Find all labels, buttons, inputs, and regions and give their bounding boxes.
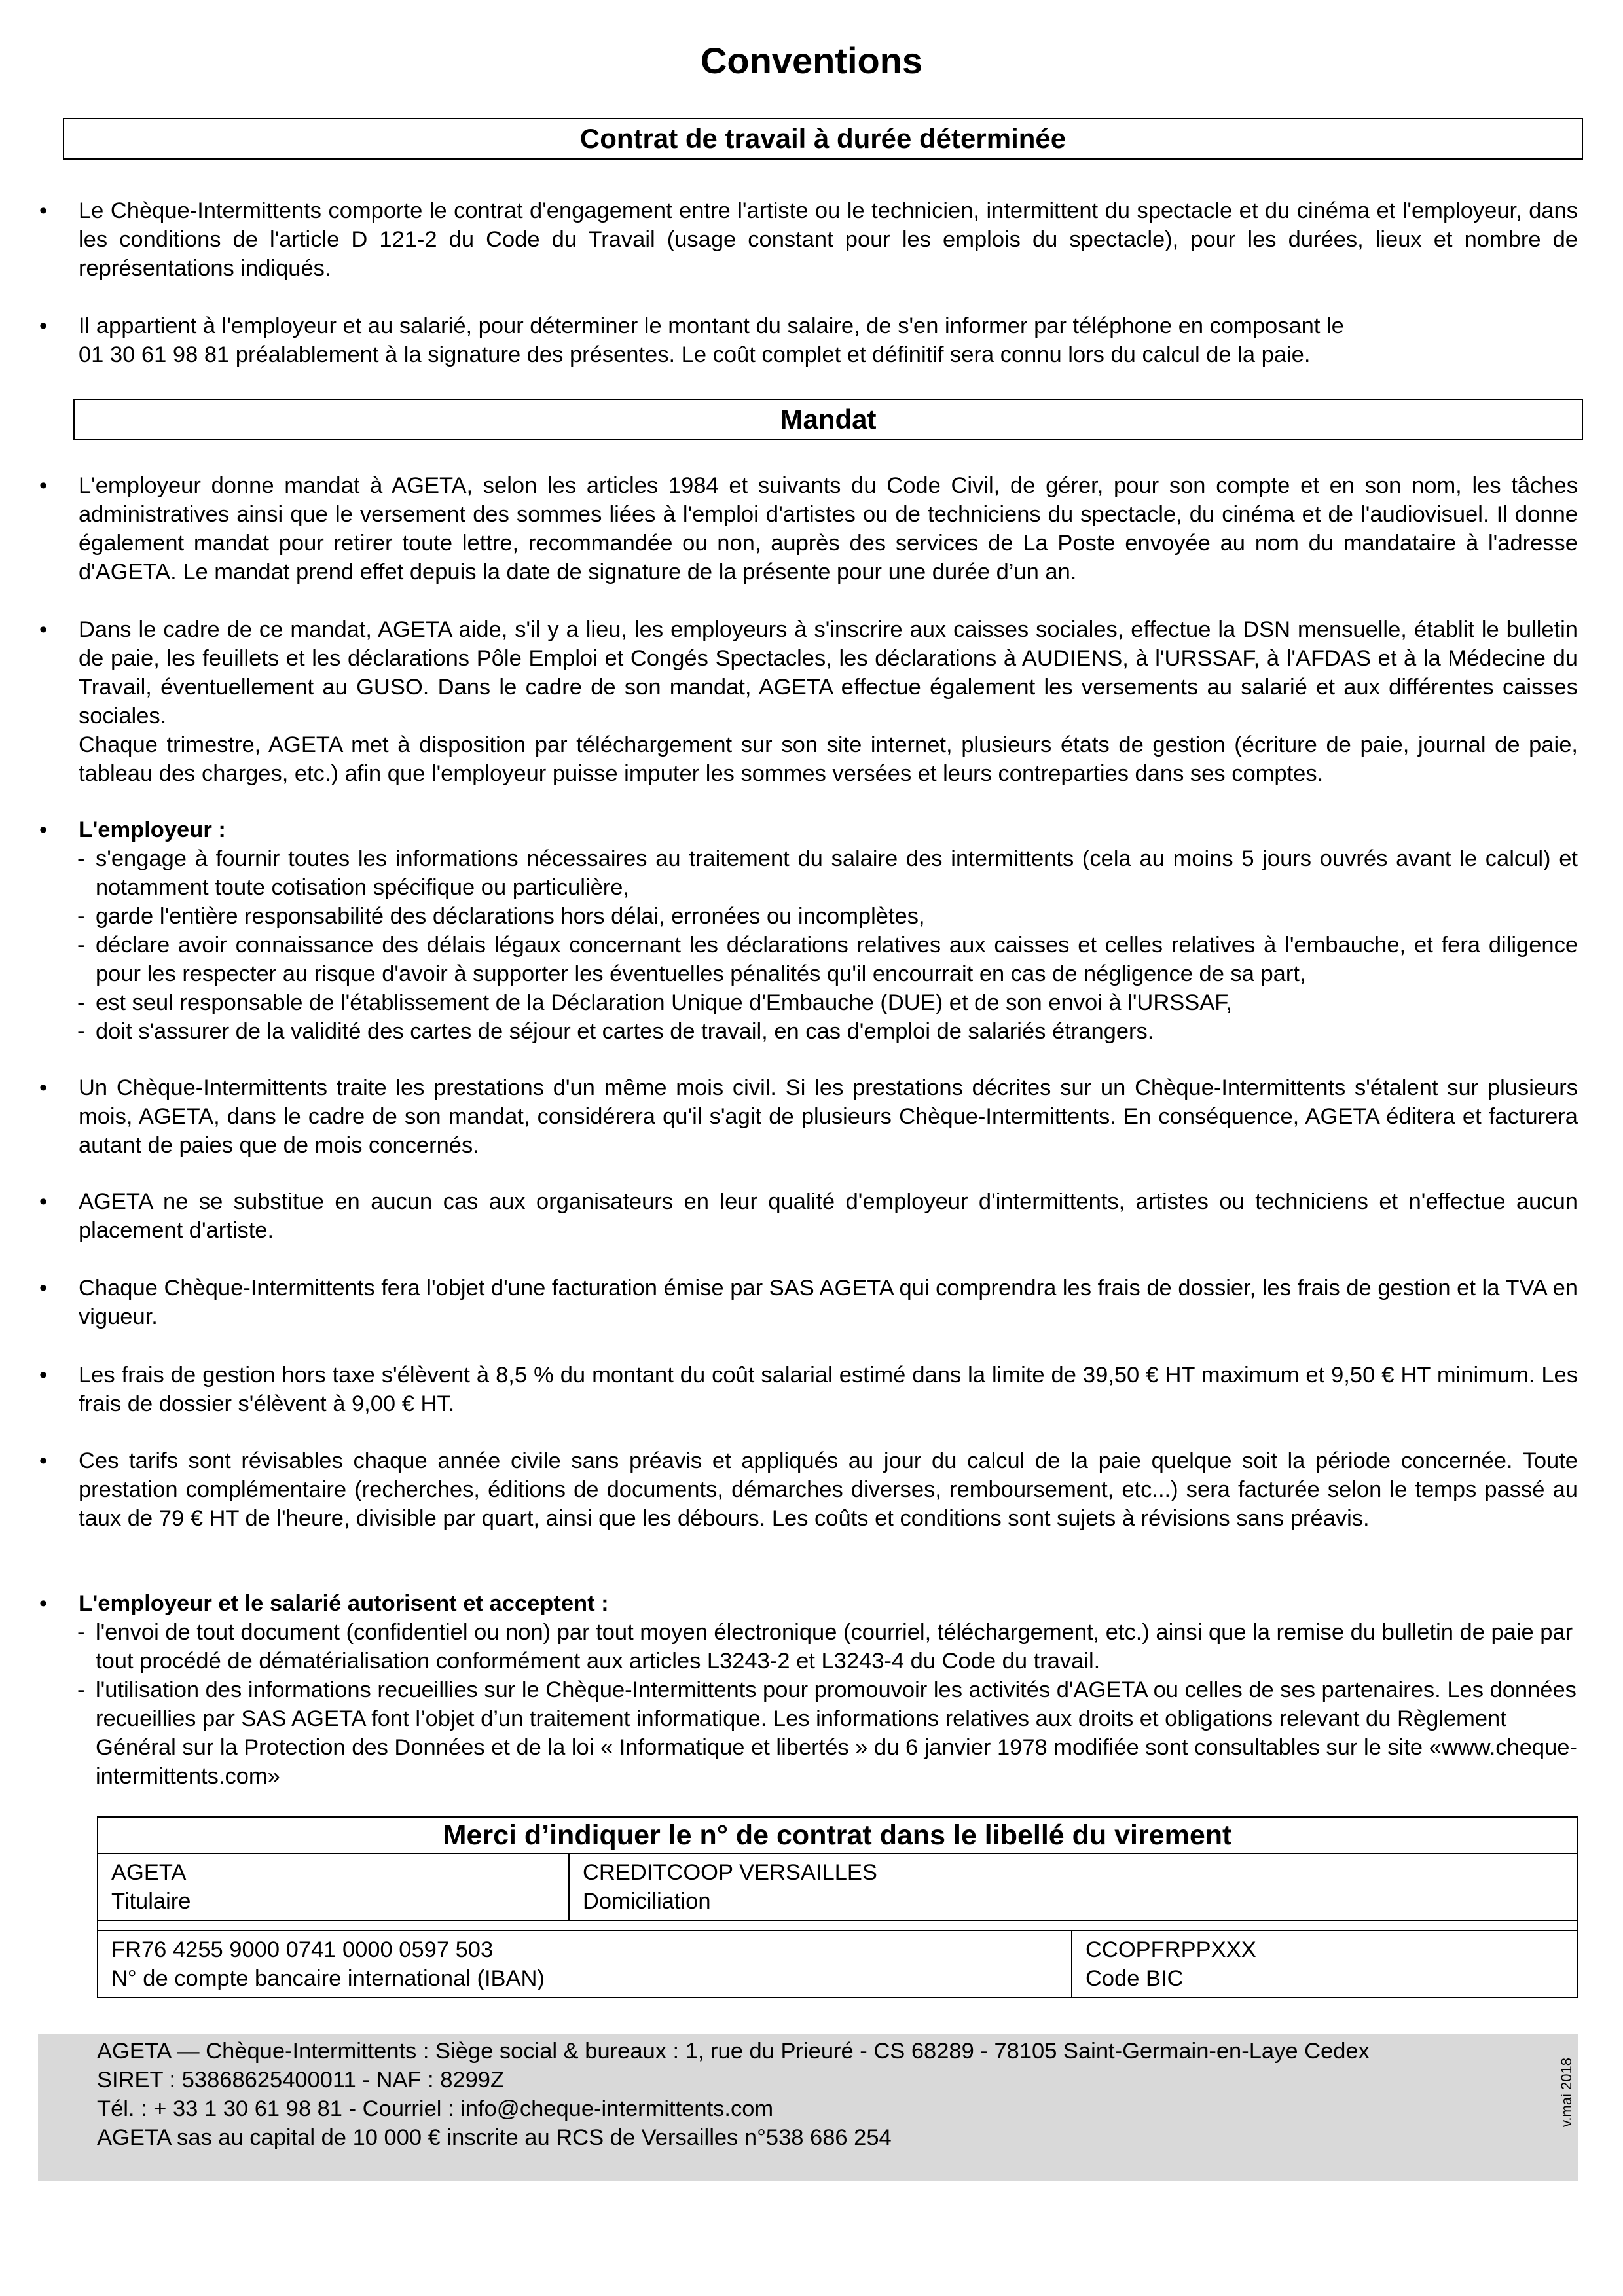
iban-label: N° de compte bancaire international (IBAN) bbox=[111, 1966, 545, 1991]
paragraph-fees bbox=[39, 1361, 1578, 1418]
bank-cell bbox=[570, 1854, 1577, 1920]
bank-row-iban bbox=[98, 1931, 1577, 1997]
paragraph-line: Il appartient à l'employeur et au salarié, pour déterminer le montant du salaire, de s'en informer par téléphone en composant le bbox=[79, 314, 1344, 338]
bullet: • bbox=[39, 817, 48, 842]
page-title: Conventions bbox=[700, 40, 923, 81]
authorisation-list bbox=[76, 1618, 1578, 1791]
paragraph-text bbox=[79, 615, 1578, 788]
list-item: - l'envoi de tout document (confidentiel ou non) par tout moyen électronique (courriel, téléchargement, etc.) ainsi que la remise du bulletin de paie par tout procédé de dématérialisation conformément aux articles L3243-2 et L3243-4 du Code du travail. bbox=[76, 1618, 1578, 1676]
paragraph-tariffs bbox=[39, 1446, 1578, 1533]
bank-name-value: CREDITCOOP VERSAILLES bbox=[583, 1860, 877, 1885]
paragraph-text: L'employeur donne mandat à AGETA, selon les articles 1984 et suivants du Code Civil, de gérer, pour son compte et en son nom, les tâches administratives ainsi que le versement des sommes liées à l'emploi d'artistes ou de techniciens du spectacle, du cinéma et de l'audiovisuel. Il donne également mandat pour retirer toute lettre, recommandée ou non, auprès des services de La Poste envoyée au nom du mandataire à l'adresse d'AGETA. Le mandat prend effet depuis la date de signature de la présente pour une durée d’un an. bbox=[79, 473, 1578, 584]
paragraph-no-substitution bbox=[39, 1187, 1578, 1245]
paragraph-text: Un Chèque-Intermittents traite les prestations d'un même mois civil. Si les prestations décrites sur un Chèque-Intermittents s'étalent sur plusieurs mois, AGETA, dans le cadre de son mandat, considérera qu'il s'agit de plusieurs Chèque-Intermittents. En conséquence, AGETA éditera et facturera autant de paies que de mois concernés. bbox=[79, 1075, 1578, 1158]
bullet: • bbox=[39, 198, 48, 223]
list-item: - garde l'entière responsabilité des déclarations hors délai, erronées ou incomplètes, bbox=[76, 902, 1578, 931]
paragraph-monthly bbox=[39, 1073, 1578, 1160]
paragraph-invoicing bbox=[39, 1274, 1578, 1331]
holder-cell bbox=[98, 1854, 570, 1920]
section-heading-cdd: Contrat de travail à durée déterminée bbox=[63, 118, 1583, 160]
paragraph-part: Dans le cadre de ce mandat, AGETA aide, s'il y a lieu, les employeurs à s'inscrire aux caisses sociales, effectue la DSN mensuelle, établit le bulletin de paie, les feuillets et les déclarations Pôle Emploi et Congés Spectacles, les déclarations à AUDIENS, à l'URSSAF, à l'AFDAS et à la Médecine du Travail, éventuellement au GUSO. Dans le cadre de son mandat, AGETA effectue également les versements au salarié et aux différentes caisses sociales. bbox=[79, 617, 1578, 728]
paragraph-line: 01 30 61 98 81 préalablement à la signature des présentes. Le coût complet et définitif sera connu lors du calcul de la paie. bbox=[79, 342, 1311, 367]
list-heading: L'employeur : bbox=[79, 817, 226, 842]
list-item: - déclare avoir connaissance des délais légaux concernant les déclarations relatives aux caisses et celles relatives à l'embauche, et fera diligence pour les respecter au risque d'avoir à supporter les éventuelles pénalités qu'il encourrait en cas de négligence de sa part, bbox=[76, 931, 1578, 988]
bank-name-label: Domiciliation bbox=[583, 1889, 711, 1914]
footer-address: AGETA — Chèque-Intermittents : Siège social & bureaux : 1, rue du Prieuré - CS 68289 - 78105 Saint-Germain-en-Laye Cedex bbox=[97, 2039, 1370, 2064]
bic-label: Code BIC bbox=[1085, 1966, 1184, 1991]
paragraph-text: AGETA ne se substitue en aucun cas aux organisateurs en leur qualité d'employeur d'intermittents, artistes ou techniciens et n'effectue aucun placement d'artiste. bbox=[79, 1189, 1578, 1243]
iban-cell bbox=[98, 1931, 1072, 1997]
bullet: • bbox=[39, 473, 48, 498]
paragraph-mandat-tasks bbox=[39, 615, 1578, 788]
paragraph-contract bbox=[39, 196, 1578, 283]
paragraph-text: Les frais de gestion hors taxe s'élèvent à 8,5 % du montant du coût salarial estimé dans la limite de 39,50 € HT maximum et 9,50 € HT minimum. Les frais de dossier s'élèvent à 9,00 € HT. bbox=[79, 1363, 1578, 1416]
bullet: • bbox=[39, 617, 48, 642]
version-label: v.mai 2018 bbox=[1558, 2058, 1575, 2127]
paragraph-salary-info bbox=[39, 312, 1578, 369]
bank-table-heading: Merci d’indiquer le n° de contrat dans le libellé du virement bbox=[98, 1818, 1577, 1854]
paragraph-text bbox=[79, 312, 1578, 369]
section-heading-mandat: Mandat bbox=[73, 399, 1583, 440]
holder-value: AGETA bbox=[111, 1860, 187, 1885]
holder-label: Titulaire bbox=[111, 1889, 191, 1914]
bullet: • bbox=[39, 1591, 48, 1616]
list-heading: L'employeur et le salarié autorisent et acceptent : bbox=[79, 1591, 609, 1616]
iban-value: FR76 4255 9000 0741 0000 0597 503 bbox=[111, 1937, 494, 1962]
paragraph-text bbox=[79, 816, 1578, 844]
bullet: • bbox=[39, 314, 48, 338]
list-item: - l'utilisation des informations recueillies sur le Chèque-Intermittents pour promouvoir les activités d'AGETA ou celles de ses partenaires. Les données recueillies par SAS AGETA font l’objet d’un traitement informatique. Les informations relatives aux droits et obligations relevant du Règlement Général sur la Protection des Données et de la loi « Informatique et libertés » du 6 janvier 1978 modifiée sont consultables sur le site «www.cheque-intermittents.com» bbox=[76, 1676, 1578, 1791]
bank-row-holder bbox=[98, 1854, 1577, 1921]
bullet: • bbox=[39, 1075, 48, 1100]
footer-registration: AGETA sas au capital de 10 000 € inscrite au RCS de Versailles n°538 686 254 bbox=[97, 2125, 892, 2150]
list-item: - doit s'assurer de la validité des cartes de séjour et cartes de travail, en cas d'emploi de salariés étrangers. bbox=[76, 1017, 1578, 1046]
company-footer bbox=[38, 2034, 1578, 2181]
list-item: - s'engage à fournir toutes les informations nécessaires au traitement du salaire des intermittents (cela au moins 5 jours ouvrés avant le calcul) et notamment toute cotisation spécifique ou particulière, bbox=[76, 844, 1578, 902]
bic-cell bbox=[1072, 1931, 1577, 1997]
bank-row-spacer bbox=[98, 1921, 1577, 1931]
list-item: - est seul responsable de l'établissement de la Déclaration Unique d'Embauche (DUE) et de son envoi à l'URSSAF, bbox=[76, 988, 1578, 1017]
paragraph-text bbox=[79, 1589, 1578, 1618]
paragraph-mandat bbox=[39, 471, 1578, 586]
footer-contact: Tél. : + 33 1 30 61 98 81 - Courriel : info@cheque-intermittents.com bbox=[97, 2096, 774, 2121]
paragraph-employeur bbox=[39, 816, 1578, 1046]
bank-details-table bbox=[97, 1816, 1578, 1998]
bic-value: CCOPFRPPXXX bbox=[1085, 1937, 1256, 1962]
paragraph-part: Chaque trimestre, AGETA met à disposition par téléchargement sur son site internet, plusieurs états de gestion (écriture de paie, journal de paie, tableau des charges, etc.) afin que l'employeur puisse imputer les sommes versées et leurs contreparties dans ses comptes. bbox=[79, 732, 1578, 786]
paragraph-authorisations bbox=[39, 1589, 1578, 1791]
paragraph-text: Chaque Chèque-Intermittents fera l'objet d'une facturation émise par SAS AGETA qui comprendra les frais de dossier, les frais de gestion et la TVA en vigueur. bbox=[79, 1276, 1578, 1329]
bullet: • bbox=[39, 1448, 48, 1473]
bullet: • bbox=[39, 1363, 48, 1388]
bullet: • bbox=[39, 1276, 48, 1300]
bullet: • bbox=[39, 1189, 48, 1214]
employeur-list bbox=[76, 844, 1578, 1046]
paragraph-text: Le Chèque-Intermittents comporte le contrat d'engagement entre l'artiste ou le technicien, intermittent du spectacle et du cinéma et l'employeur, dans les conditions de l'article D 121-2 du Code du Travail (usage constant pour les emplois du spectacle), pour les durées, lieux et nombre de représentations indiqués. bbox=[79, 198, 1578, 281]
footer-siret: SIRET : 53868625400011 - NAF : 8299Z bbox=[97, 2068, 505, 2092]
paragraph-text: Ces tarifs sont révisables chaque année civile sans préavis et appliqués au jour du calcul de la paie quelque soit la période concernée. Toute prestation complémentaire (recherches, éditions de documents, démarches diverses, remboursement, etc...) sera facturée selon le temps passé au taux de 79 € HT de l'heure, divisible par quart, ainsi que les débours. Les coûts et conditions sont sujets à révisions sans préavis. bbox=[79, 1448, 1578, 1531]
